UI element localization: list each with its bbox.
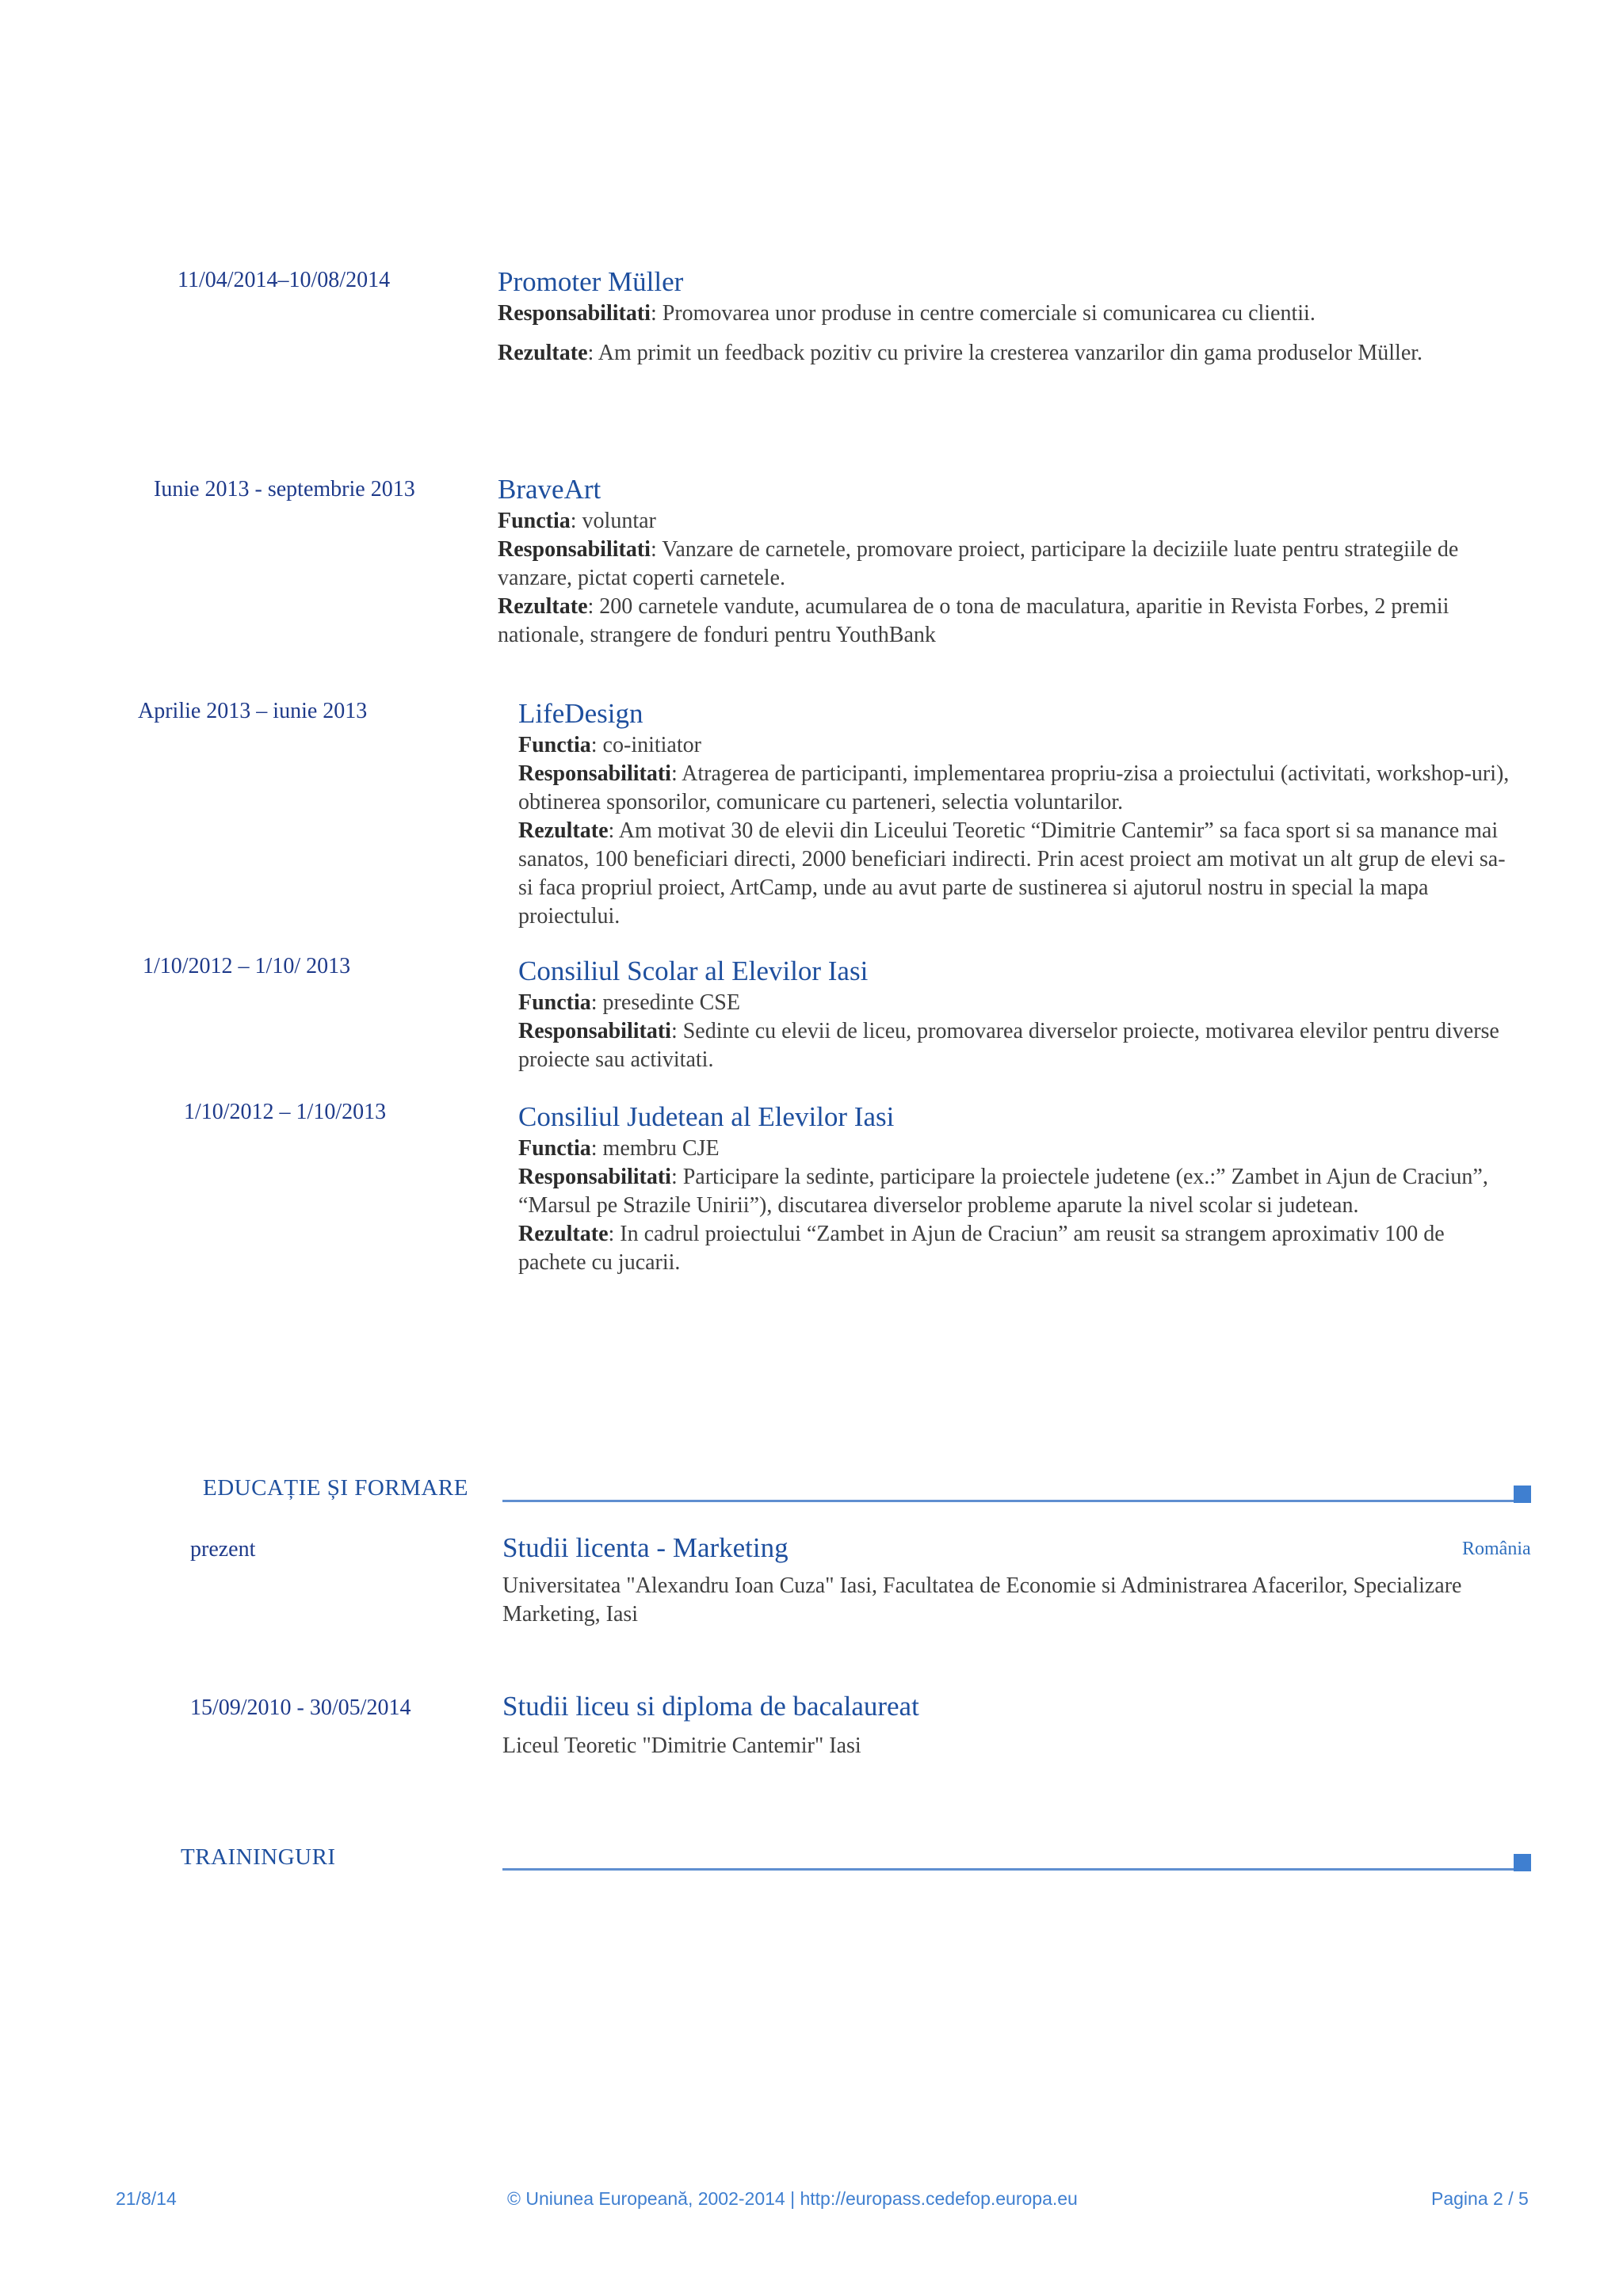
experience-entry <box>498 265 1496 368</box>
education-title: Studii liceu si diploma de bacalaureat <box>502 1691 919 1722</box>
entry-text: : Vanzare de carnetele, promovare proiect, participare la deciziile luate pentru strategiile de vanzare, pictat coperti carnetele. <box>498 537 1459 590</box>
education-description: Universitatea "Alexandru Ioan Cuza" Iasi, Facultatea de Economie si Administrarea Afacerilor, Specializare Marketing, Iasi <box>502 1573 1462 1627</box>
education-country: România <box>1462 1539 1531 1559</box>
entry-text: : Promovarea unor produse in centre comerciale si comunicarea cu clientii. <box>650 301 1316 326</box>
entry-text: : Participare la sedinte, participare la proiectele judetene (ex.:” Zambet in Ajun de Craciun”, “Marsul pe Strazile Unirii”), discutarea diverselor probleme aparute la nivel scolar si judetean. <box>518 1165 1488 1218</box>
entry-line <box>518 731 1517 760</box>
entry-line <box>518 1135 1517 1163</box>
entry-label: Rezultate <box>498 594 588 619</box>
entry-line <box>518 817 1517 931</box>
entry-title: Consiliul Scolar al Elevilor Iasi <box>518 955 869 986</box>
entry-title: Consiliul Judetean al Elevilor Iasi <box>518 1101 895 1132</box>
entry-text: : co-initiator <box>590 733 701 757</box>
footer-copyright: © Uniunea Europeană, 2002-2014 | http://europass.cedefop.europa.eu <box>507 2188 1078 2209</box>
education-date: prezent <box>190 1537 256 1562</box>
trainings-section-title: TRAININGURI <box>181 1844 336 1870</box>
entry-date: Iunie 2013 - septembrie 2013 <box>154 477 415 502</box>
entry-line <box>518 1163 1517 1220</box>
entry-label: Functia <box>498 509 571 533</box>
entry-line <box>518 1220 1517 1277</box>
entry-text: : 200 carnetele vandute, acumularea de o tona de maculatura, aparitie in Revista Forbes, 2 premii nationale, strangere de fonduri pentru YouthBank <box>498 594 1449 647</box>
education-title: Studii licenta - Marketing <box>502 1532 789 1563</box>
entry-label: Rezultate <box>498 341 588 365</box>
section-marker-icon <box>1514 1854 1531 1871</box>
entry-label: Responsabilitati <box>498 537 651 562</box>
entry-text: : presedinte CSE <box>590 990 740 1015</box>
entry-label: Responsabilitati <box>498 301 651 326</box>
entry-label: Responsabilitati <box>518 1165 671 1189</box>
footer-page-number: Pagina 2 / 5 <box>1431 2188 1529 2209</box>
entry-title: LifeDesign <box>518 698 643 729</box>
entry-label: Responsabilitati <box>518 1019 671 1043</box>
entry-text: : Sedinte cu elevii de liceu, promovarea diverselor proiecte, motivarea elevilor pentru diverse proiecte sau activitati. <box>518 1019 1499 1072</box>
entry-text: : voluntar <box>570 509 656 533</box>
entry-label: Rezultate <box>518 818 609 843</box>
footer-date: 21/8/14 <box>116 2188 177 2209</box>
experience-entry <box>498 472 1496 650</box>
entry-line <box>518 989 1517 1017</box>
entry-line <box>498 593 1496 650</box>
entry-text: : Am primit un feedback pozitiv cu privire la cresterea vanzarilor din gama produselor Müller. <box>587 341 1423 365</box>
section-divider <box>502 1868 1515 1871</box>
entry-line <box>498 299 1496 328</box>
entry-label: Functia <box>518 990 591 1015</box>
entry-label: Functia <box>518 733 591 757</box>
education-section-title: EDUCAȚIE ȘI FORMARE <box>203 1475 468 1501</box>
entry-title: Promoter Müller <box>498 266 684 297</box>
entry-line <box>498 536 1496 593</box>
entry-text: : Am motivat 30 de elevii din Liceului Teoretic “Dimitrie Cantemir” sa faca sport si sa manance mai sanatos, 100 beneficiari directi, 2000 beneficiari indirecti. Prin acest proiect am motivat un alt grup de elevi sa-si faca propriul proiect, ArtCamp, unde au avut parte de sustinerea si ajutorul nostru in special la mapa proiectului. <box>518 818 1506 929</box>
section-divider <box>502 1500 1515 1502</box>
entry-date: 1/10/2012 – 1/10/2013 <box>184 1100 387 1124</box>
section-marker-icon <box>1514 1486 1531 1503</box>
entry-date: 1/10/2012 – 1/10/ 2013 <box>143 954 351 978</box>
entry-line <box>498 507 1496 536</box>
entry-text: : membru CJE <box>590 1136 720 1161</box>
entry-label: Responsabilitati <box>518 761 671 786</box>
entry-label: Functia <box>518 1136 591 1161</box>
experience-entry <box>518 696 1517 931</box>
entry-label: Rezultate <box>518 1222 609 1246</box>
entry-text: : In cadrul proiectului “Zambet in Ajun de Craciun” am reusit sa strangem aproximativ 100 de pachete cu jucarii. <box>518 1222 1445 1275</box>
entry-date: Aprilie 2013 – iunie 2013 <box>138 699 368 723</box>
experience-entry <box>518 1100 1517 1277</box>
entry-text: : Atragerea de participanti, implementarea propriu-zisa a proiectului (activitati, workshop-uri), obtinerea sponsorilor, comunicare cu parteneri, selectia voluntarilor. <box>518 761 1510 814</box>
entry-line <box>518 760 1517 817</box>
experience-entry <box>518 954 1517 1074</box>
entry-line <box>498 339 1496 368</box>
entry-line <box>518 1017 1517 1074</box>
entry-date: 11/04/2014–10/08/2014 <box>178 268 391 292</box>
education-date: 15/09/2010 - 30/05/2014 <box>190 1695 411 1720</box>
education-description: Liceul Teoretic "Dimitrie Cantemir" Iasi <box>502 1733 861 1758</box>
entry-title: BraveArt <box>498 474 601 505</box>
